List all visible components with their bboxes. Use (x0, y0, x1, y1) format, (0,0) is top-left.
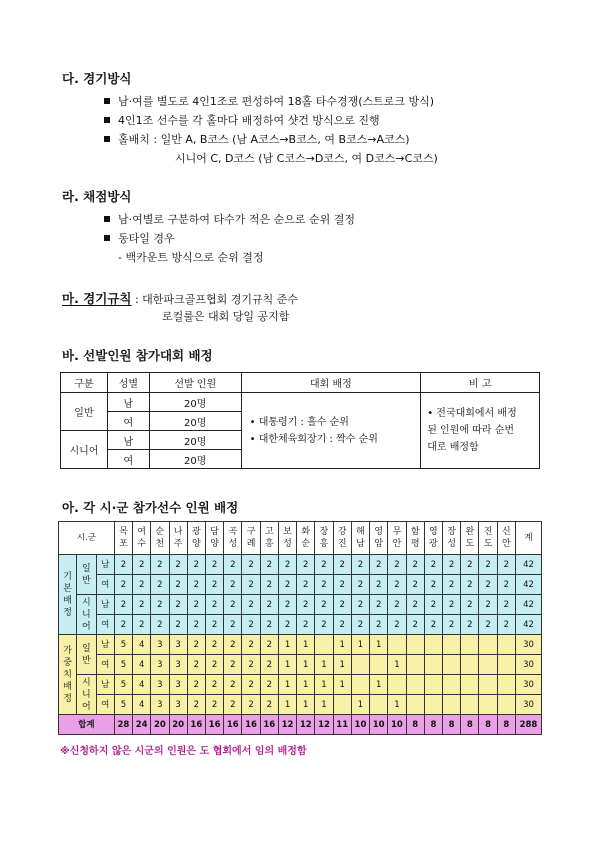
allocation-cell (388, 675, 406, 695)
allocation-cell (443, 655, 461, 675)
allocation-cell: 2 (187, 595, 205, 615)
sum-cell: 16 (260, 715, 278, 735)
allocation-cell: 2 (151, 555, 169, 575)
allocation-cell: 1 (333, 675, 351, 695)
list-item: 남·여별로 구분하여 타수가 적은 순으로 순위 결정 (104, 211, 355, 227)
allocation-cell: 2 (169, 575, 187, 595)
allocation-cell: 1 (315, 695, 333, 715)
allocation-cell (461, 655, 479, 675)
allocation-cell (497, 635, 515, 655)
table-row (59, 655, 542, 675)
region-header: 담 양 (205, 522, 223, 555)
allocation-cell: 2 (406, 575, 424, 595)
region-header: 보 성 (278, 522, 296, 555)
allocation-cell: 2 (151, 615, 169, 635)
allocation-cell: 2 (315, 555, 333, 575)
sum-cell: 12 (315, 715, 333, 735)
allocation-cell: 2 (424, 555, 442, 575)
region-header: 광 양 (187, 522, 205, 555)
region-header: 곡 성 (224, 522, 242, 555)
section-title-selection: 바. 선발인원 참가대회 배정 (62, 348, 213, 363)
region-header: 나 주 (169, 522, 187, 555)
allocation-cell: 2 (205, 655, 223, 675)
allocation-cell: 5 (114, 655, 132, 675)
sex-cell: 여 (107, 412, 149, 431)
sex-cell: 남 (107, 393, 149, 412)
allocation-cell (443, 635, 461, 655)
allocation-cell: 2 (242, 595, 260, 615)
allocation-cell: 2 (242, 635, 260, 655)
allocation-cell (424, 655, 442, 675)
allocation-cell: 2 (260, 555, 278, 575)
table-header: 대회 배정 (241, 373, 421, 393)
allocation-cell (351, 675, 369, 695)
allocation-cell: 2 (406, 555, 424, 575)
allocation-cell: 2 (114, 575, 132, 595)
region-header: 순 천 (151, 522, 169, 555)
allocation-cell: 1 (315, 675, 333, 695)
table-header: 성별 (107, 373, 149, 393)
region-header: 영 광 (424, 522, 442, 555)
allocation-cell: 2 (388, 595, 406, 615)
allocation-cell: 3 (151, 655, 169, 675)
sum-cell: 8 (424, 715, 442, 735)
allocation-cell: 2 (278, 615, 296, 635)
section-title-regional-allocation: 아. 각 시·군 참가선수 인원 배정 (62, 500, 239, 515)
allocation-cell: 2 (333, 575, 351, 595)
allocation-cell: 2 (497, 575, 515, 595)
list-item: 4인1조 선수를 각 홀마다 배정하여 샷건 방식으로 진행 (104, 112, 380, 128)
allocation-cell (406, 695, 424, 715)
allocation-cell: 1 (297, 695, 315, 715)
allocation-cell: 1 (388, 655, 406, 675)
allocation-cell: 2 (424, 575, 442, 595)
allocation-cell: 2 (187, 615, 205, 635)
allocation-cell (388, 635, 406, 655)
allocation-cell: 2 (351, 575, 369, 595)
section-title-scoring: 라. 채점방식 (62, 189, 132, 204)
allocation-cell (406, 655, 424, 675)
footnote: ※신청하지 않은 시군의 인원은 도 협회에서 임의 배정함 (60, 746, 307, 757)
allocation-cell: 5 (114, 635, 132, 655)
allocation-cell: 2 (479, 615, 497, 635)
sum-cell: 16 (224, 715, 242, 735)
allocation-cell: 2 (315, 575, 333, 595)
allocation-cell: 1 (297, 655, 315, 675)
region-header: 무 안 (388, 522, 406, 555)
allocation-cell: 2 (443, 555, 461, 575)
table-row (59, 575, 542, 595)
allocation-cell: 2 (479, 595, 497, 615)
allocation-cell: 2 (242, 675, 260, 695)
allocation-cell: 2 (242, 555, 260, 575)
allocation-cell: 3 (151, 675, 169, 695)
table-header: 선발 인원 (149, 373, 241, 393)
allocation-cell: 2 (205, 695, 223, 715)
allocation-cell: 2 (205, 575, 223, 595)
allocation-cell: 1 (315, 655, 333, 675)
allocation-cell: 2 (461, 595, 479, 615)
sum-row (59, 715, 542, 735)
allocation-cell: 2 (260, 615, 278, 635)
allocation-cell: 2 (114, 615, 132, 635)
row-total-cell: 42 (515, 595, 541, 615)
allocation-cell: 1 (297, 675, 315, 695)
allocation-cell: 2 (424, 595, 442, 615)
list-sub-item: - 백카운트 방식으로 순위 결정 (118, 251, 264, 264)
table-row (59, 635, 542, 655)
grand-total-cell: 288 (515, 715, 541, 735)
allocation-cell: 2 (187, 695, 205, 715)
sex-cell: 남 (96, 555, 114, 575)
allocation-cell: 2 (151, 575, 169, 595)
sub-group-general: 일 반 (77, 635, 96, 675)
allocation-cell: 2 (187, 675, 205, 695)
region-header-label: 시.군 (59, 522, 115, 555)
allocation-cell: 2 (424, 615, 442, 635)
allocation-cell: 2 (205, 615, 223, 635)
allocation-cell: 2 (133, 595, 151, 615)
table-row (59, 595, 542, 615)
sum-cell: 20 (151, 715, 169, 735)
allocation-cell: 2 (260, 675, 278, 695)
allocation-cell: 2 (187, 555, 205, 575)
allocation-cell: 2 (242, 655, 260, 675)
table-row (59, 695, 542, 715)
region-header: 구 례 (242, 522, 260, 555)
sex-cell: 여 (96, 695, 114, 715)
allocation-cell: 2 (370, 595, 388, 615)
allocation-cell: 2 (205, 675, 223, 695)
allocation-cell: 2 (260, 695, 278, 715)
allocation-cell: 1 (297, 635, 315, 655)
allocation-cell: 1 (278, 695, 296, 715)
allocation-cell: 2 (297, 555, 315, 575)
allocation-cell: 2 (443, 615, 461, 635)
allocation-cell: 2 (260, 595, 278, 615)
allocation-cell: 2 (461, 555, 479, 575)
allocation-cell: 2 (278, 555, 296, 575)
list-item: 홀배치 : 일반 A, B코스 (남 A코스→B코스, 여 B코스→A코스) (104, 131, 410, 147)
allocation-cell: 2 (169, 555, 187, 575)
selection-table (60, 372, 540, 469)
allocation-cell (351, 655, 369, 675)
remarks-cell: • 전국대회에서 배정 된 인원에 따라 순번 대로 배정함 (421, 393, 540, 469)
sum-cell: 8 (461, 715, 479, 735)
allocation-cell: 2 (461, 575, 479, 595)
row-total-cell: 30 (515, 655, 541, 675)
allocation-cell: 2 (461, 615, 479, 635)
list-item-continued: 시니어 C, D코스 (남 C코스→D코스, 여 D코스→C코스) (175, 152, 438, 165)
allocation-cell: 2 (260, 635, 278, 655)
allocation-cell: 2 (333, 595, 351, 615)
allocation-cell (461, 695, 479, 715)
group-basic-allocation: 기 본 배 정 (59, 555, 77, 635)
allocation-cell: 2 (224, 615, 242, 635)
allocation-cell (479, 635, 497, 655)
allocation-cell: 1 (388, 695, 406, 715)
allocation-cell: 4 (133, 695, 151, 715)
allocation-cell: 4 (133, 675, 151, 695)
allocation-cell: 2 (224, 635, 242, 655)
allocation-cell: 2 (479, 575, 497, 595)
sum-cell: 8 (406, 715, 424, 735)
sex-cell: 남 (96, 635, 114, 655)
allocation-cell: 2 (351, 615, 369, 635)
sum-cell: 10 (388, 715, 406, 735)
sex-cell: 남 (96, 675, 114, 695)
region-header: 진 도 (479, 522, 497, 555)
allocation-cell: 2 (297, 575, 315, 595)
allocation-cell: 2 (370, 575, 388, 595)
allocation-cell (370, 695, 388, 715)
regional-allocation-table (58, 521, 542, 735)
square-bullet-icon (104, 98, 110, 104)
table-row (59, 615, 542, 635)
allocation-cell: 2 (187, 655, 205, 675)
allocation-cell (443, 695, 461, 715)
sum-cell: 10 (351, 715, 369, 735)
allocation-cell: 2 (315, 615, 333, 635)
table-header-row (59, 522, 542, 555)
allocation-cell: 2 (242, 695, 260, 715)
allocation-cell: 1 (333, 655, 351, 675)
allocation-cell: 2 (388, 555, 406, 575)
square-bullet-icon (104, 216, 110, 222)
sum-cell: 16 (205, 715, 223, 735)
sex-cell: 여 (96, 575, 114, 595)
sub-group-senior: 시 니 어 (77, 675, 96, 715)
sum-cell: 10 (370, 715, 388, 735)
allocation-cell: 2 (497, 615, 515, 635)
table-header: 비 고 (421, 373, 540, 393)
count-cell: 20명 (149, 412, 241, 431)
allocation-cell: 4 (133, 635, 151, 655)
allocation-cell: 2 (351, 555, 369, 575)
allocation-cell (406, 675, 424, 695)
allocation-cell: 2 (114, 595, 132, 615)
group-weighted-allocation: 가 중 치 배 정 (59, 635, 77, 715)
allocation-cell: 2 (133, 575, 151, 595)
region-header: 강 진 (333, 522, 351, 555)
sum-cell: 20 (169, 715, 187, 735)
square-bullet-icon (104, 235, 110, 241)
sex-cell: 여 (96, 655, 114, 675)
row-total-cell: 30 (515, 695, 541, 715)
allocation-cell: 2 (242, 575, 260, 595)
allocation-cell (461, 635, 479, 655)
allocation-cell: 2 (388, 575, 406, 595)
allocation-cell (479, 655, 497, 675)
allocation-cell: 2 (443, 575, 461, 595)
rules-local: 로컬룰은 대회 당일 공지함 (162, 310, 290, 323)
group-general: 일반 (61, 393, 108, 431)
allocation-cell: 5 (114, 695, 132, 715)
sum-cell: 16 (187, 715, 205, 735)
list-item: 동타일 경우 (104, 230, 175, 246)
square-bullet-icon (104, 117, 110, 123)
allocation-cell: 2 (315, 595, 333, 615)
allocation-cell: 2 (224, 695, 242, 715)
allocation-cell: 2 (242, 615, 260, 635)
allocation-cell: 2 (224, 675, 242, 695)
allocation-cell (424, 675, 442, 695)
allocation-cell: 2 (205, 555, 223, 575)
allocation-cell: 1 (370, 675, 388, 695)
allocation-cell: 3 (151, 695, 169, 715)
total-header: 계 (515, 522, 541, 555)
allocation-cell: 2 (187, 575, 205, 595)
allocation-cell: 2 (205, 595, 223, 615)
assignment-cell: • 대통령기 : 홀수 순위 • 대한체육회장기 : 짝수 순위 (241, 393, 421, 469)
sub-group-senior: 시 니 어 (77, 595, 96, 635)
region-header: 장 흥 (315, 522, 333, 555)
allocation-cell: 3 (169, 675, 187, 695)
sum-label: 합계 (59, 715, 115, 735)
allocation-cell: 2 (406, 615, 424, 635)
allocation-cell: 2 (114, 555, 132, 575)
sum-cell: 24 (133, 715, 151, 735)
sex-cell: 남 (107, 431, 149, 450)
region-header: 완 도 (461, 522, 479, 555)
allocation-cell: 2 (151, 595, 169, 615)
sum-cell: 11 (333, 715, 351, 735)
allocation-cell: 1 (278, 675, 296, 695)
table-header: 구분 (61, 373, 108, 393)
square-bullet-icon (104, 136, 110, 142)
allocation-cell: 2 (443, 595, 461, 615)
allocation-cell (443, 675, 461, 695)
allocation-cell (406, 635, 424, 655)
sex-cell: 여 (107, 450, 149, 469)
sex-cell: 남 (96, 595, 114, 615)
allocation-cell (479, 695, 497, 715)
allocation-cell: 1 (278, 635, 296, 655)
count-cell: 20명 (149, 431, 241, 450)
allocation-cell (315, 635, 333, 655)
allocation-cell (333, 695, 351, 715)
allocation-cell: 2 (133, 615, 151, 635)
allocation-cell: 2 (297, 595, 315, 615)
sum-cell: 8 (479, 715, 497, 735)
region-header: 목 포 (114, 522, 132, 555)
table-row (59, 675, 542, 695)
allocation-cell: 2 (406, 595, 424, 615)
allocation-cell: 2 (133, 555, 151, 575)
allocation-cell: 2 (169, 595, 187, 615)
row-total-cell: 30 (515, 635, 541, 655)
allocation-cell (497, 655, 515, 675)
allocation-cell: 2 (388, 615, 406, 635)
allocation-cell (424, 635, 442, 655)
allocation-cell: 2 (224, 575, 242, 595)
allocation-cell (461, 675, 479, 695)
allocation-cell: 2 (205, 635, 223, 655)
allocation-cell: 1 (351, 635, 369, 655)
allocation-cell: 5 (114, 675, 132, 695)
allocation-cell: 1 (351, 695, 369, 715)
allocation-cell: 3 (151, 635, 169, 655)
allocation-cell: 3 (169, 695, 187, 715)
region-header: 영 암 (370, 522, 388, 555)
region-header: 함 평 (406, 522, 424, 555)
sum-cell: 12 (297, 715, 315, 735)
row-total-cell: 42 (515, 555, 541, 575)
allocation-cell: 2 (224, 555, 242, 575)
allocation-cell: 2 (260, 575, 278, 595)
region-header: 여 수 (133, 522, 151, 555)
region-header: 고 흥 (260, 522, 278, 555)
section-rules: 마. 경기규칙 : 대한파크골프협회 경기규칙 준수 (62, 291, 298, 306)
count-cell: 20명 (149, 450, 241, 469)
allocation-cell: 2 (497, 595, 515, 615)
row-total-cell: 42 (515, 615, 541, 635)
allocation-cell (370, 655, 388, 675)
region-header: 화 순 (297, 522, 315, 555)
allocation-cell: 2 (333, 555, 351, 575)
count-cell: 20명 (149, 393, 241, 412)
sum-cell: 28 (114, 715, 132, 735)
allocation-cell: 4 (133, 655, 151, 675)
region-header: 장 성 (443, 522, 461, 555)
allocation-cell (497, 695, 515, 715)
sum-cell: 8 (497, 715, 515, 735)
sex-cell: 여 (96, 615, 114, 635)
allocation-cell: 2 (169, 615, 187, 635)
allocation-cell: 2 (260, 655, 278, 675)
allocation-cell: 2 (333, 615, 351, 635)
sub-group-general: 일 반 (77, 555, 96, 595)
sum-cell: 16 (242, 715, 260, 735)
allocation-cell: 2 (479, 555, 497, 575)
allocation-cell (424, 695, 442, 715)
group-senior: 시니어 (61, 431, 108, 469)
row-total-cell: 42 (515, 575, 541, 595)
allocation-cell: 1 (370, 635, 388, 655)
allocation-cell: 1 (278, 655, 296, 675)
allocation-cell: 2 (224, 655, 242, 675)
region-header: 해 남 (351, 522, 369, 555)
allocation-cell: 1 (333, 635, 351, 655)
allocation-cell: 2 (187, 635, 205, 655)
section-title-rules: 마. 경기규칙 (62, 291, 132, 306)
allocation-cell: 3 (169, 635, 187, 655)
region-header: 신 안 (497, 522, 515, 555)
allocation-cell: 2 (224, 595, 242, 615)
section-title-competition-format: 다. 경기방식 (62, 71, 132, 86)
sum-cell: 12 (278, 715, 296, 735)
allocation-cell: 2 (278, 575, 296, 595)
allocation-cell: 2 (370, 615, 388, 635)
list-item: 남·여를 별도로 4인1조로 편성하여 18홀 타수경쟁(스트로크 방식) (104, 93, 434, 109)
row-total-cell: 30 (515, 675, 541, 695)
table-row (59, 555, 542, 575)
allocation-cell: 2 (278, 595, 296, 615)
allocation-cell (497, 675, 515, 695)
allocation-cell: 2 (351, 595, 369, 615)
allocation-cell: 2 (297, 615, 315, 635)
allocation-cell: 2 (497, 555, 515, 575)
sum-cell: 8 (443, 715, 461, 735)
allocation-cell: 3 (169, 655, 187, 675)
allocation-cell (479, 675, 497, 695)
allocation-cell: 2 (370, 555, 388, 575)
